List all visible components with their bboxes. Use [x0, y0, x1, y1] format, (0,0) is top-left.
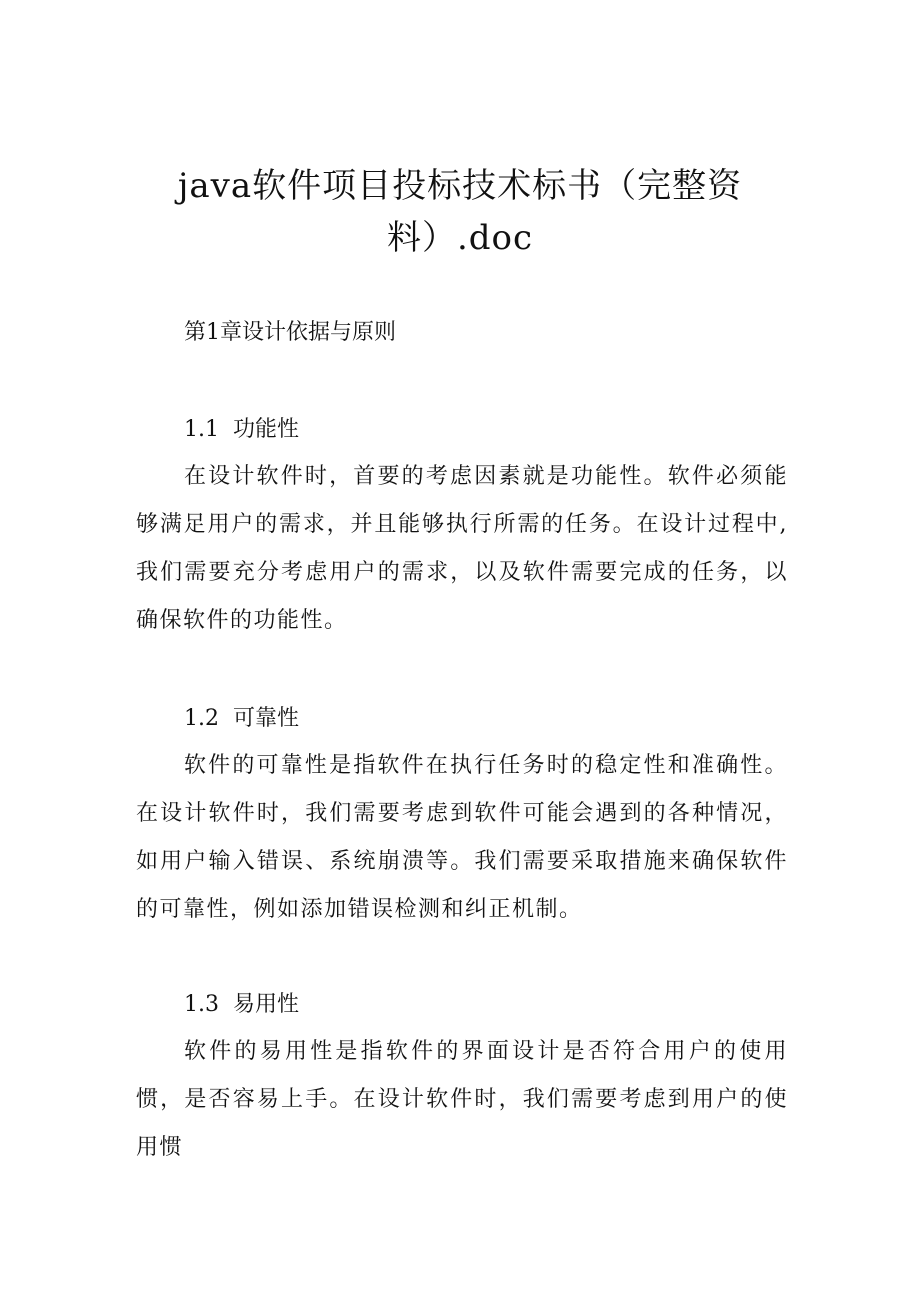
- section-number: 1.2: [184, 706, 219, 731]
- section-body-1-2: 软件的可靠性是指软件在执行任务时的稳定性和准确性。在设计软件时，我们需要考虑到软件可能会遇到的各种情况，如用户输入错误、系统崩溃等。我们需要采取措施来确保软件的可靠性，例如添加错误检测和纠正机制。: [136, 753, 788, 922]
- section-heading-1-3: [184, 987, 299, 1023]
- section-title: 易用性: [233, 992, 300, 1017]
- section-body-1-3: 软件的易用性是指软件的界面设计是否符合用户的使用惯，是否容易上手。在设计软件时，我们需要考虑到用户的使用惯: [136, 1039, 788, 1160]
- section-body-1-1: 在设计软件时，首要的考虑因素就是功能性。软件必须能够满足用户的需求，并且能够执行所需的任务。在设计过程中,我们需要充分考虑用户的需求，以及软件需要完成的任务，以确保软件的功能性。: [136, 464, 788, 633]
- section-title: 功能性: [233, 417, 300, 442]
- document-title: java软件项目投标技术标书（完整资料）.doc: [177, 166, 743, 258]
- section-heading-1-2: [184, 701, 299, 737]
- section-heading-1-1: [184, 412, 299, 448]
- section-number: 1.3: [184, 992, 219, 1017]
- chapter-heading: 第1章设计依据与原则: [184, 320, 396, 345]
- section-number: 1.1: [184, 417, 219, 442]
- section-title: 可靠性: [233, 706, 300, 731]
